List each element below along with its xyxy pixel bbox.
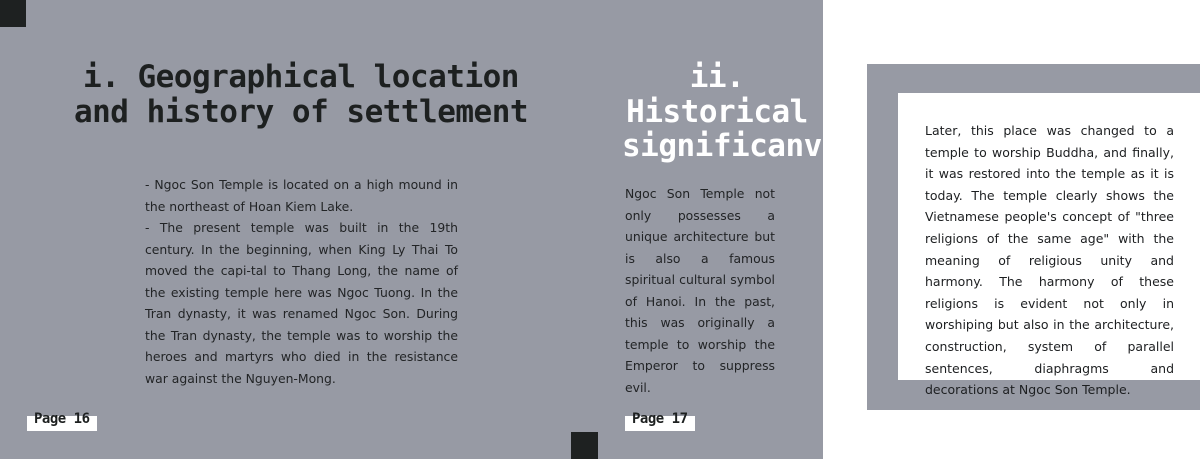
section-title-geography: i. Geographical location and history of settlement <box>73 59 529 130</box>
corner-square-top <box>0 0 26 27</box>
section-title-significance: ii. Historical significanves <box>622 59 859 165</box>
card-body-text: Later, this place was changed to a temple to worship Buddha, and finally, it was restored into the temple as it is today. The temple clearly shows the Vietnamese people's concept of "three religions of the same age" with the meaning of religious unity and harmony. The harmony of these religions is evident not only in worshiping but also in the architecture, construction, system of parallel sentences, diaphragms and decorations at Ngoc Son Temple. <box>925 123 1174 398</box>
geography-paragraph-1: - Ngoc Son Temple is located on a high mound in the northeast of Hoan Kiem Lake. <box>145 177 458 214</box>
geography-paragraph-2: - The present temple was built in the 19th century. In the beginning, when King Ly Thai To moved the capi-tal to Thang Long, the name of the existing temple here was Ngoc Tuong. In the Tran dynasty, it was renamed Ngoc Son. During the Tran dynasty, the temple was to worship the heroes and martyrs who died in the resistance war against the Nguyen-Mong. <box>145 220 458 386</box>
geography-body <box>145 174 458 389</box>
page-number-label: Page 17 <box>632 411 688 427</box>
page-number-tag-17 <box>625 411 695 431</box>
significance-body: Ngoc Son Temple not only possesses a unique architecture but is also a famous spiritual cultural symbol of Hanoi. In the past, this was originally a temple to worship the Emperor to suppress evil. <box>625 186 775 395</box>
corner-square-bottom <box>571 432 598 459</box>
page-number-tag-16 <box>27 411 97 431</box>
page-number-label: Page 16 <box>34 411 90 427</box>
